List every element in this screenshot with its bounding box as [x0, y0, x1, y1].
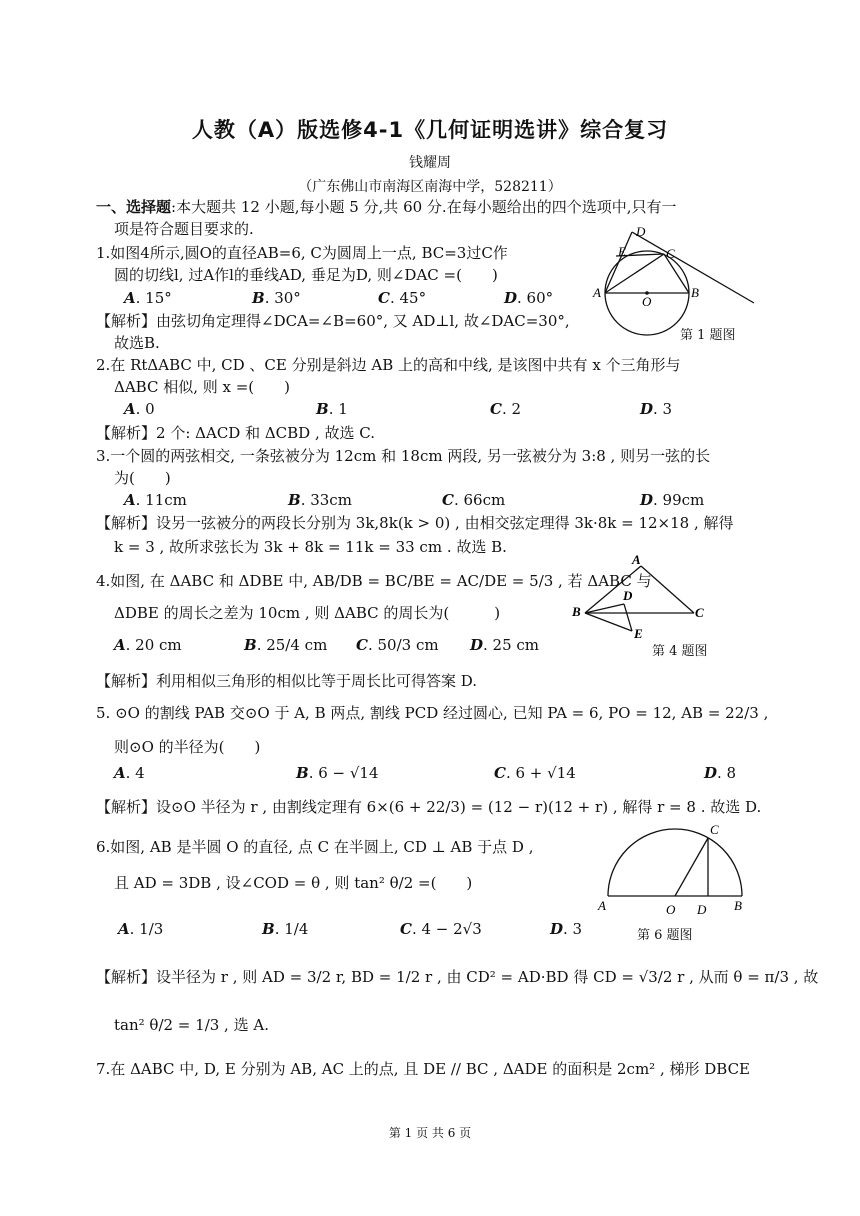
q2-stem-line-2: ΔABC 相似, 则 x =( ) — [114, 378, 291, 396]
q6-option-c: C. 4 − 2√3 — [400, 920, 482, 938]
q6-stem-line-1: 6.如图, AB 是半圆 O 的直径, 点 C 在半圆上, CD ⊥ AB 于点 D , — [96, 838, 534, 856]
figure-q4 — [570, 552, 720, 647]
q1-option-a: A. 15° — [124, 289, 172, 307]
q3-stem-line-2: 为( ) — [114, 469, 171, 487]
fig4-segment-ac — [641, 566, 694, 613]
q4-analysis: 【解析】利用相似三角形的相似比等于周长比可得答案 D. — [96, 672, 478, 690]
fig6-semicircle — [608, 829, 742, 896]
fig1-label-d: D — [636, 224, 646, 239]
fig6-label-d: D — [697, 902, 707, 917]
q6-option-a: A. 1/3 — [118, 920, 164, 938]
q3-option-a: A. 11cm — [124, 491, 187, 509]
page-footer: 第 1 页 共 6 页 — [388, 1126, 472, 1140]
q4-stem-line-2: ΔDBE 的周长之差为 10cm , 则 ΔABC 的周长为( ) — [114, 604, 501, 622]
q7-stem-line-1: 7.在 ΔABC 中, D, E 分别为 AB, AC 上的点, 且 DE // BC , ΔADE 的面积是 2cm² , 梯形 DBCE — [96, 1060, 751, 1078]
q1-analysis-line-1: 【解析】由弦切角定理得∠DCA=∠B=60°, 又 AD⊥l, 故∠DAC=30°, — [96, 312, 570, 330]
q3-stem-line-1: 3.一个圆的两弦相交, 一条弦被分为 12cm 和 18cm 两段, 另一弦被分为 3:8 , 则另一弦的长 — [96, 447, 711, 465]
q2-analysis: 【解析】2 个: ΔACD 和 ΔCBD , 故选 C. — [96, 424, 375, 442]
fig1-label-e: E — [618, 244, 626, 259]
q5-analysis: 【解析】设⊙O 半径为 r , 由割线定理有 6×(6 + 22/3) = (12 − r)(12 + r) , 解得 r = 8 . 故选 D. — [96, 798, 762, 816]
q2-option-b: B. 1 — [316, 400, 348, 418]
figure-q1 — [590, 222, 765, 342]
section-intro-line-2: 项是符合题目要求的. — [114, 220, 254, 238]
q2-option-c: C. 2 — [490, 400, 522, 418]
author: 钱耀周 — [409, 155, 451, 171]
q1-option-d: D. 60° — [504, 289, 554, 307]
q1-option-c: C. 45° — [378, 289, 427, 307]
fig6-label-c: C — [710, 822, 719, 837]
q4-option-c: C. 50/3 cm — [356, 636, 439, 654]
q1-option-b: B. 30° — [252, 289, 301, 307]
fig6-segment-oc — [675, 838, 708, 896]
figure-q6-caption: 第 6 题图 — [637, 928, 693, 943]
fig1-label-b: B — [691, 285, 699, 300]
q6-analysis-line-2: tan² θ/2 = 1/3 , 选 A. — [114, 1016, 269, 1034]
q4-stem-line-1: 4.如图, 在 ΔABC 和 ΔDBE 中, AB/DB = BC/BE = AC/DE = 5/3 , 若 ΔABC 与 — [96, 572, 652, 590]
q5-option-a: A. 4 — [114, 764, 145, 782]
fig1-label-c: C — [666, 246, 675, 261]
fig4-label-b: B — [572, 604, 581, 619]
figure-q1-caption: 第 1 题图 — [680, 328, 736, 343]
q2-option-d: D. 3 — [640, 400, 673, 418]
page-title: 人教（A）版选修4-1《几何证明选讲》综合复习 — [191, 118, 669, 142]
q4-option-d: D. 25 cm — [470, 636, 540, 654]
fig1-label-a: A — [593, 285, 601, 300]
fig4-label-e: E — [634, 626, 643, 641]
q1-stem-line-1: 1.如图4所示,圆O的直径AB=6, C为圆周上一点, BC=3过C作 — [96, 244, 508, 262]
q5-option-c: C. 6 + √14 — [494, 764, 576, 782]
fig4-label-c: C — [695, 605, 704, 620]
q4-option-b: B. 25/4 cm — [244, 636, 328, 654]
q3-option-d: D. 99cm — [640, 491, 705, 509]
q2-stem-line-1: 2.在 RtΔABC 中, CD 、CE 分别是斜边 AB 上的高和中线, 是该图中共有 x 个三角形与 — [96, 356, 681, 374]
section-intro-line-1 — [96, 196, 676, 218]
q5-option-b: B. 6 − √14 — [296, 764, 379, 782]
q4-option-a: A. 20 cm — [114, 636, 182, 654]
section-heading: 一、选择题 — [96, 198, 172, 216]
q3-analysis-line-2: k = 3 , 故所求弦长为 3k + 8k = 11k = 33 cm . 故选 B. — [114, 538, 507, 556]
q5-stem-line-2: 则⊙O 的半径为( ) — [114, 738, 261, 756]
q6-option-b: B. 1/4 — [262, 920, 309, 938]
q6-stem-line-2: 且 AD = 3DB , 设∠COD = θ , 则 tan² θ/2 =( ) — [114, 874, 473, 892]
fig4-segment-de — [624, 604, 632, 631]
fig4-label-a: A — [632, 552, 641, 567]
q5-stem-line-1: 5. ⊙O 的割线 PAB 交⊙O 于 A, B 两点, 割线 PCD 经过圆心, 已知 PA = 6, PO = 12, AB = 22/3 , — [96, 704, 769, 722]
fig1-label-o: O — [642, 294, 652, 309]
q6-option-d: D. 3 — [550, 920, 583, 938]
q1-analysis-line-2: 故选B. — [114, 334, 160, 352]
section-intro-text: :本大题共 12 小题,每小题 5 分,共 60 分.在每小题给出的四个选项中,只有一 — [171, 198, 677, 216]
q1-stem-line-2: 圆的切线l, 过A作l的垂线AD, 垂足为D, 则∠DAC =( ) — [114, 266, 498, 284]
fig4-segment-be — [585, 613, 632, 631]
fig6-label-a: A — [598, 898, 606, 913]
q3-option-c: C. 66cm — [442, 491, 506, 509]
affiliation: （广东佛山市南海区南海中学，528211） — [298, 179, 562, 195]
fig6-label-o: O — [666, 902, 676, 917]
q6-analysis-line-1: 【解析】设半径为 r , 则 AD = 3/2 r, BD = 1/2 r , 由 CD² = AD·BD 得 CD = √3/2 r , 从而 θ = π/3 , 故 — [96, 968, 819, 986]
q5-option-d: D. 8 — [704, 764, 737, 782]
q2-option-a: A. 0 — [124, 400, 155, 418]
fig4-label-d: D — [623, 588, 633, 603]
figure-q4-caption: 第 4 题图 — [652, 644, 708, 659]
fig6-label-b: B — [734, 898, 742, 913]
q3-analysis-line-1: 【解析】设另一弦被分的两段长分别为 3k,8k(k > 0) , 由相交弦定理得 3k·8k = 12×18 , 解得 — [96, 514, 734, 532]
q3-option-b: B. 33cm — [288, 491, 352, 509]
figure-q6 — [596, 818, 756, 918]
